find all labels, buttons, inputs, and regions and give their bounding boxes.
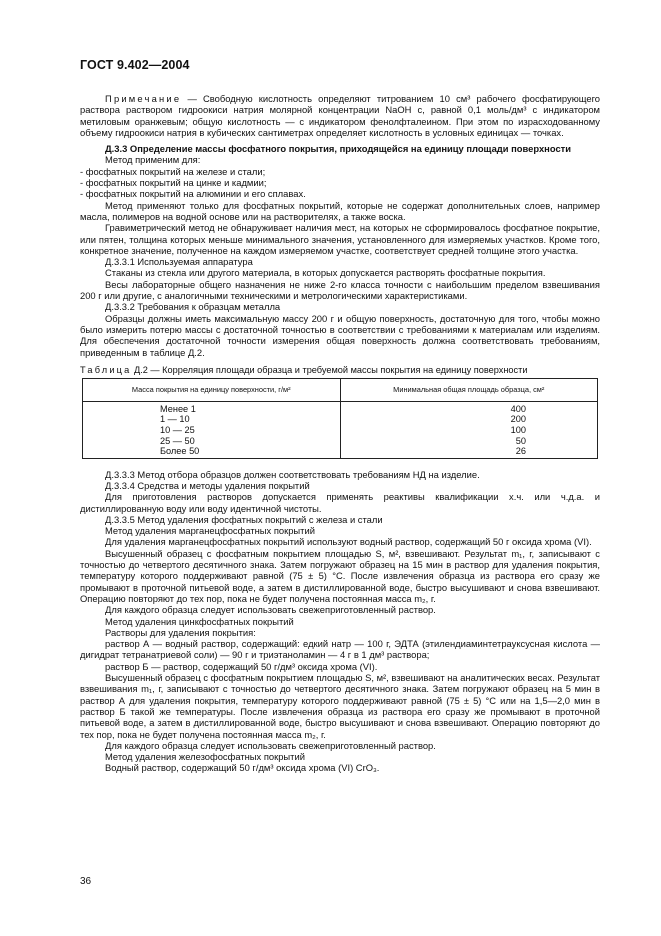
table-row	[83, 446, 598, 458]
table-cell-area: 400	[340, 401, 598, 414]
paragraph: Растворы для удаления покрытия:	[105, 626, 256, 638]
table-cell-mass: 10 — 25	[83, 425, 341, 436]
method-title: Метод удаления железофосфатных покрытий	[105, 751, 305, 763]
table-row	[83, 414, 598, 425]
table-cell-area: 26	[340, 446, 598, 458]
paragraph: Для каждого образца следует использовать свежеприготовленный раствор.	[105, 739, 436, 751]
paragraph: Метод применяют только для фосфатных покрытий, которые не содержат дополнительных слоев, например масла, полимеров на водной основе или на растворителях, а также воска.	[80, 199, 600, 222]
table-header-mass: Масса покрытия на единицу поверхности, г/м²	[83, 379, 341, 402]
paragraph: раствор Б — раствор, содержащий 50 г/дм³ оксида хрома (VI).	[105, 660, 378, 672]
list-item: - фосфатных покрытий на железе и стали;	[80, 165, 266, 177]
table-caption-text: Д.2 — Корреляция площади образца и требуемой массы покрытия на единицу поверхности	[131, 364, 528, 375]
paragraph: Высушенный образец с фосфатным покрытием площадью S, м², взвешивают. Результат m₁, г, записывают с точностью до четвертого десятичного знака. Затем погружают образец на 15 мин в раствор для удаления покрытия, температуру которого поддерживают равной (75 ± 5) °С. После извлечения образца из раствора его сразу же промывают в проточной питьевой воде, а затем в дистиллированной воде, быстро высушивают и снова взвешивают. Операцию повторяют до тех пор, пока не будет получена постоянная масса m₂, г.	[80, 547, 600, 604]
table-caption	[80, 365, 600, 376]
paragraph: Весы лабораторные общего назначения не ниже 2-го класса точности с наибольшим пределом взвешивания 200 г или другие, с аналогичными техническими и метрологическими характеристиками.	[80, 278, 600, 302]
table-cell-area: 50	[340, 436, 598, 447]
table-cell-mass: Менее 1	[83, 401, 341, 414]
table-cell-area: 100	[340, 425, 598, 436]
table-caption-label: Таблица	[80, 364, 132, 375]
table-header-row	[83, 379, 598, 402]
subsection-title: Д.3.3.1 Используемая аппаратура	[105, 256, 253, 268]
table-header-area: Минимальная общая площадь образца, см²	[340, 379, 598, 402]
paragraph: Гравиметрический метод не обнаруживает наличия мест, на которых не сформировалось фосфатное покрытие, или пятен, толщина которых меньше минимального значения, установленного для измеряемых участков. Кроме того, конкретное значение, полученное на каждом измеряемом участке, соответствует средней толщине этого участка.	[80, 222, 600, 256]
paragraph: Для удаления марганецфосфатных покрытий используют водный раствор, содержащий 50 г оксида хрома (VI).	[105, 536, 592, 548]
table-cell-mass: 1 — 10	[83, 414, 341, 425]
table-cell-mass: Более 50	[83, 446, 341, 458]
paragraph: Высушенный образец с фосфатным покрытием площадью S, м², взвешивают на аналитических весах. Результат взвешивания m₁, г, записывают с точностью до четвертого десятичного знака. Затем погружают образец на 5 мин в раствор А для удаления покрытия, температуру которого поддерживают равной (75 ± 5) °С или на 1,5—2,0 мин в раствор Б такой же температуры. После извлечения образца из раствора его сразу же промывают в проточной питьевой воде, а затем в дистиллированной воде, быстро высушивают и снова взвешивают. Операцию повторяют до тех пор, пока не будет получена постоянная масса m₂, г.	[80, 672, 600, 740]
paragraph: Для каждого образца следует использовать свежеприготовленный раствор.	[105, 604, 436, 616]
table-row	[83, 401, 598, 414]
correlation-table	[82, 378, 598, 459]
applied-for-text: Метод применим для:	[105, 154, 201, 166]
page-content	[80, 93, 600, 774]
paragraph: Для приготовления растворов допускается применять реактивы квалификации х.ч. или ч.д.а. и дистиллированную воду или воду идентичной чистоты.	[80, 491, 600, 514]
paragraph: Водный раствор, содержащий 50 г/дм³ оксида хрома (VI) CrO₃.	[105, 762, 380, 774]
method-title: Метод удаления марганецфосфатных покрытий	[105, 525, 315, 537]
list-item: - фосфатных покрытий на алюминии и его сплавах.	[80, 188, 306, 200]
document-header: ГОСТ 9.402—2004	[80, 58, 190, 72]
table-cell-area: 200	[340, 414, 598, 425]
table-row	[83, 436, 598, 447]
paragraph: раствор А — водный раствор, содержащий: едкий натр — 100 г, ЭДТА (этилендиаминтетрауксусная кислота — дигидрат тетранатриевой соли) — 90 г и триэтаноламин — 4 г в 1 дм³ раствора;	[80, 638, 600, 661]
note-label: Примечание	[105, 93, 182, 104]
note-text: — Свободную кислотность определяют титрованием 10 см³ рабочего фосфатирующего раствора раствором гидроокиси натрия молярной концентрации NaOH c, равной 0,1 моль/дм³ с индикатором метиловым оранжевым; общую кислотность — с индикатором фенолфталеином. При этом по израсходованному объему гидроокиси натрия в кубических сантиметрах определяет кислотность в условных единицах — точках.	[80, 93, 600, 138]
table-block	[80, 365, 600, 459]
method-title: Метод удаления цинкфосфатных покрытий	[105, 615, 294, 627]
subsection-title: Д.3.3.5 Метод удаления фосфатных покрытий с железа и стали	[105, 513, 383, 525]
list-item: - фосфатных покрытий на цинке и кадмии;	[80, 177, 267, 189]
paragraph: Д.3.3.3 Метод отбора образцов должен соответствовать требованиям НД на изделие.	[105, 468, 480, 480]
table-cell-mass: 25 — 50	[83, 436, 341, 447]
subsection-title: Д.3.3.2 Требования к образцам металла	[105, 301, 281, 313]
paragraph: Образцы должны иметь максимальную массу 200 г и общую поверхность, достаточную для того, чтобы можно было измерить потерю массы с достаточной точностью в соответствии с требованиями к материалам или изделиям. Для обеспечения достаточной точности измерения общая поверхность должна соответствовать требованиям, приведенным в таблице Д.2.	[80, 312, 600, 358]
note-paragraph	[80, 93, 600, 138]
table-row	[83, 425, 598, 436]
page-number: 36	[80, 876, 92, 887]
section-d33-heading: Д.3.3 Определение массы фосфатного покрытия, приходящейся на единицу площади поверхности	[105, 143, 572, 155]
paragraph: Стаканы из стекла или другого материала, в которых допускается растворять фосфатные покрытия.	[105, 267, 546, 279]
subsection-title: Д.3.3.4 Средства и методы удаления покрытий	[105, 479, 310, 491]
